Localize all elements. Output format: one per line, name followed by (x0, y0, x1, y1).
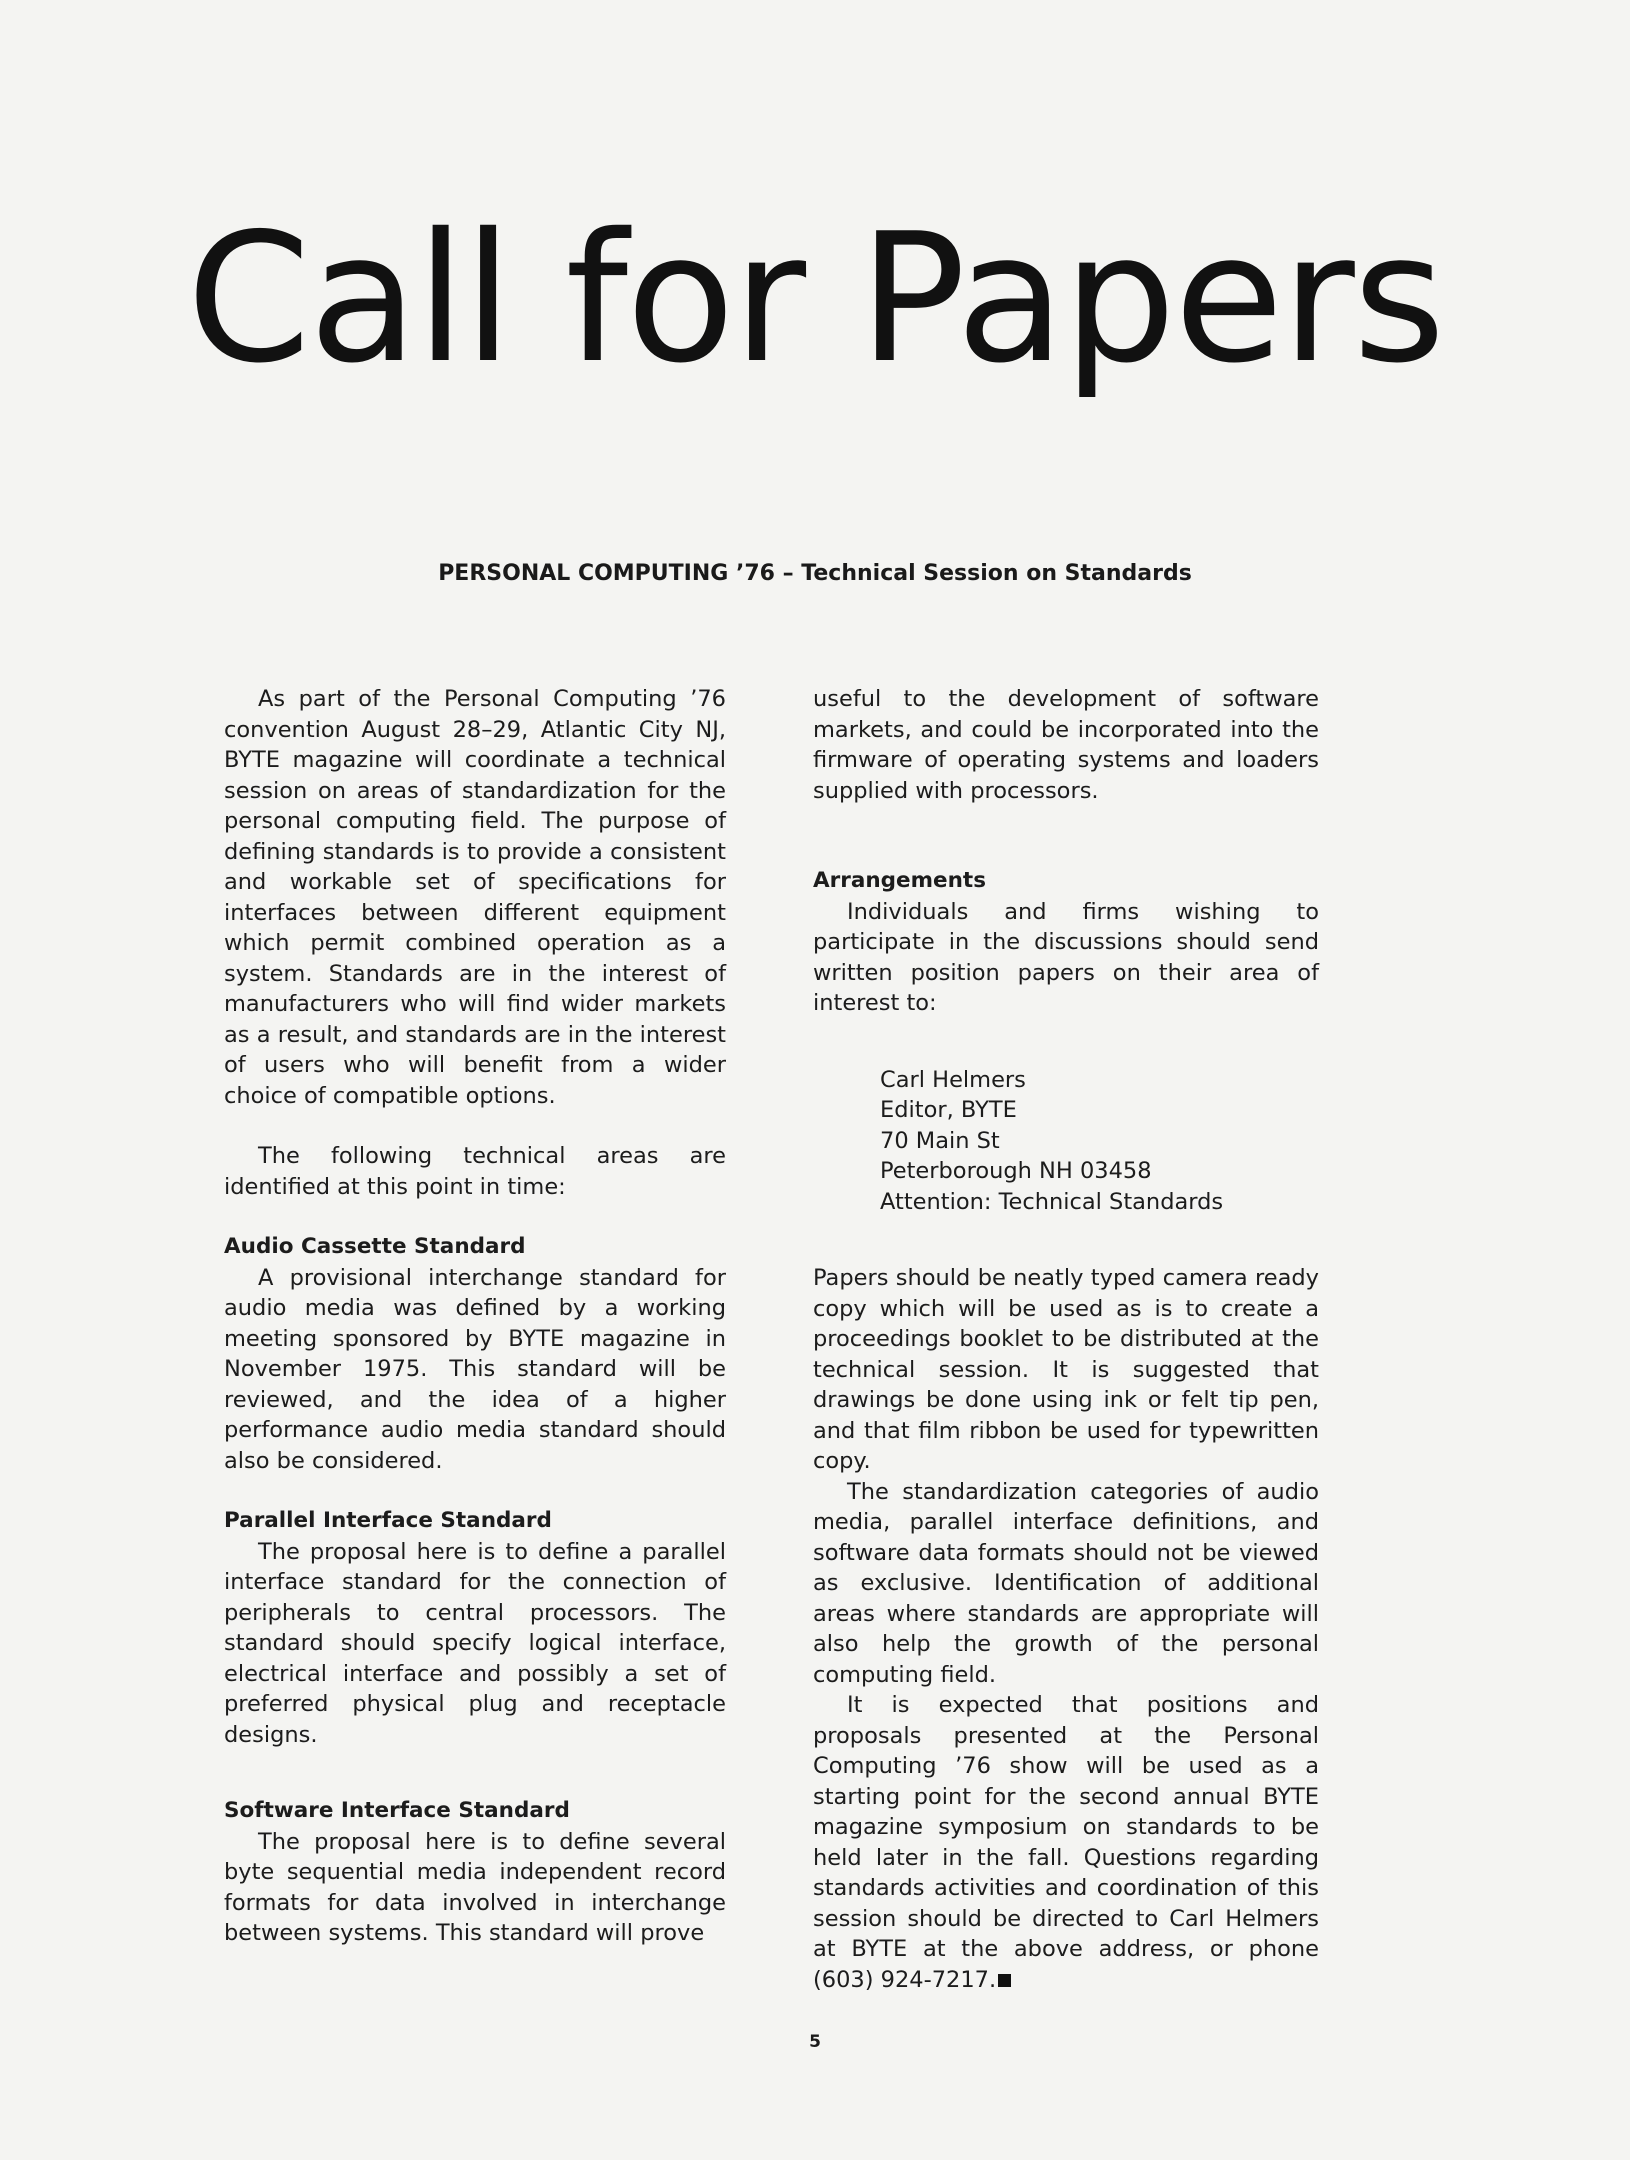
address-city: Peterborough NH 03458 (880, 1158, 1152, 1184)
end-of-article-icon (998, 1974, 1011, 1987)
audio-cassette-paragraph: A provisional interchange standard for audio media was defined by a working meeting sponsored by BYTE magazine in November 1975. This standard will be reviewed, and the idea of a higher performance audio media standard should also be considered. (224, 1264, 726, 1474)
audio-cassette-heading: Audio Cassette Standard (224, 1234, 526, 1259)
page-title: Call for Papers (186, 195, 1444, 402)
software-interface-heading: Software Interface Standard (224, 1798, 570, 1823)
areas-intro-paragraph: The following technical areas are identified at this point in time: (224, 1143, 726, 1200)
parallel-interface-heading: Parallel Interface Standard (224, 1508, 552, 1533)
page-number: 5 (809, 2032, 821, 2052)
expected-text: It is expected that positions and proposals presented at the Personal Computing ’76 show will be used as a starting point for the second annual BYTE magazine symposium on standards to be held later in the fall. Questions regarding standards activities and coordination of this session should be directed to Carl Helmers at BYTE at the above address, or phone (603) 924-7217. (813, 1692, 1319, 1993)
address-attention: Attention: Technical Standards (880, 1188, 1224, 1215)
categories-paragraph: The standardization categories of audio media, parallel interface definitions, and software data formats should not be viewed as exclusive. Identification of additional areas where standards are appropriate will also help the growth of the personal computing field. (813, 1478, 1319, 1688)
arrangements-paragraph: Individuals and firms wishing to participate in the discussions should send written position papers on their area of interest to: (813, 898, 1319, 1016)
address-street: 70 Main St (880, 1127, 1000, 1154)
software-continuation-paragraph: useful to the development of software markets, and could be incorporated into the firmware of operating systems and loaders supplied with processors. (813, 686, 1319, 804)
address-name: Carl Helmers (880, 1066, 1026, 1093)
papers-paragraph: Papers should be neatly typed camera ready copy which will be used as is to create a proceedings booklet to be distributed at the technical session. It is suggested that drawings be done using ink or felt tip pen, and that film ribbon be used for typewritten copy. (813, 1265, 1319, 1474)
expected-paragraph (813, 1690, 1319, 1995)
right-column (813, 684, 1319, 1995)
parallel-interface-paragraph: The proposal here is to define a parallel interface standard for the connection of peripherals to central processors. The standard should specify logical interface, electrical interface and possibly a set of preferred physical plug and receptacle designs. (224, 1538, 726, 1748)
address-title: Editor, BYTE (880, 1097, 1017, 1123)
software-interface-paragraph: The proposal here is to define several byte sequential media independent record formats for data involved in interchange between systems. This standard will prove (224, 1828, 726, 1946)
mailing-address (880, 1065, 1319, 1218)
page-subtitle: PERSONAL COMPUTING ’76 – Technical Session on Standards (438, 561, 1192, 586)
intro-paragraph: As part of the Personal Computing ’76 convention August 28–29, Atlantic City NJ, BYTE magazine will coordinate a technical session on areas of standardization for the personal computing field. The purpose of defining standards is to provide a consistent and workable set of specifications for interfaces between different equipment which permit combined operation as a system. Standards are in the interest of manufacturers who will find wider markets as a result, and standards are in the interest of users who will benefit from a wider choice of compatible options. (224, 686, 726, 1109)
arrangements-heading: Arrangements (813, 868, 986, 893)
left-column (224, 684, 726, 1949)
